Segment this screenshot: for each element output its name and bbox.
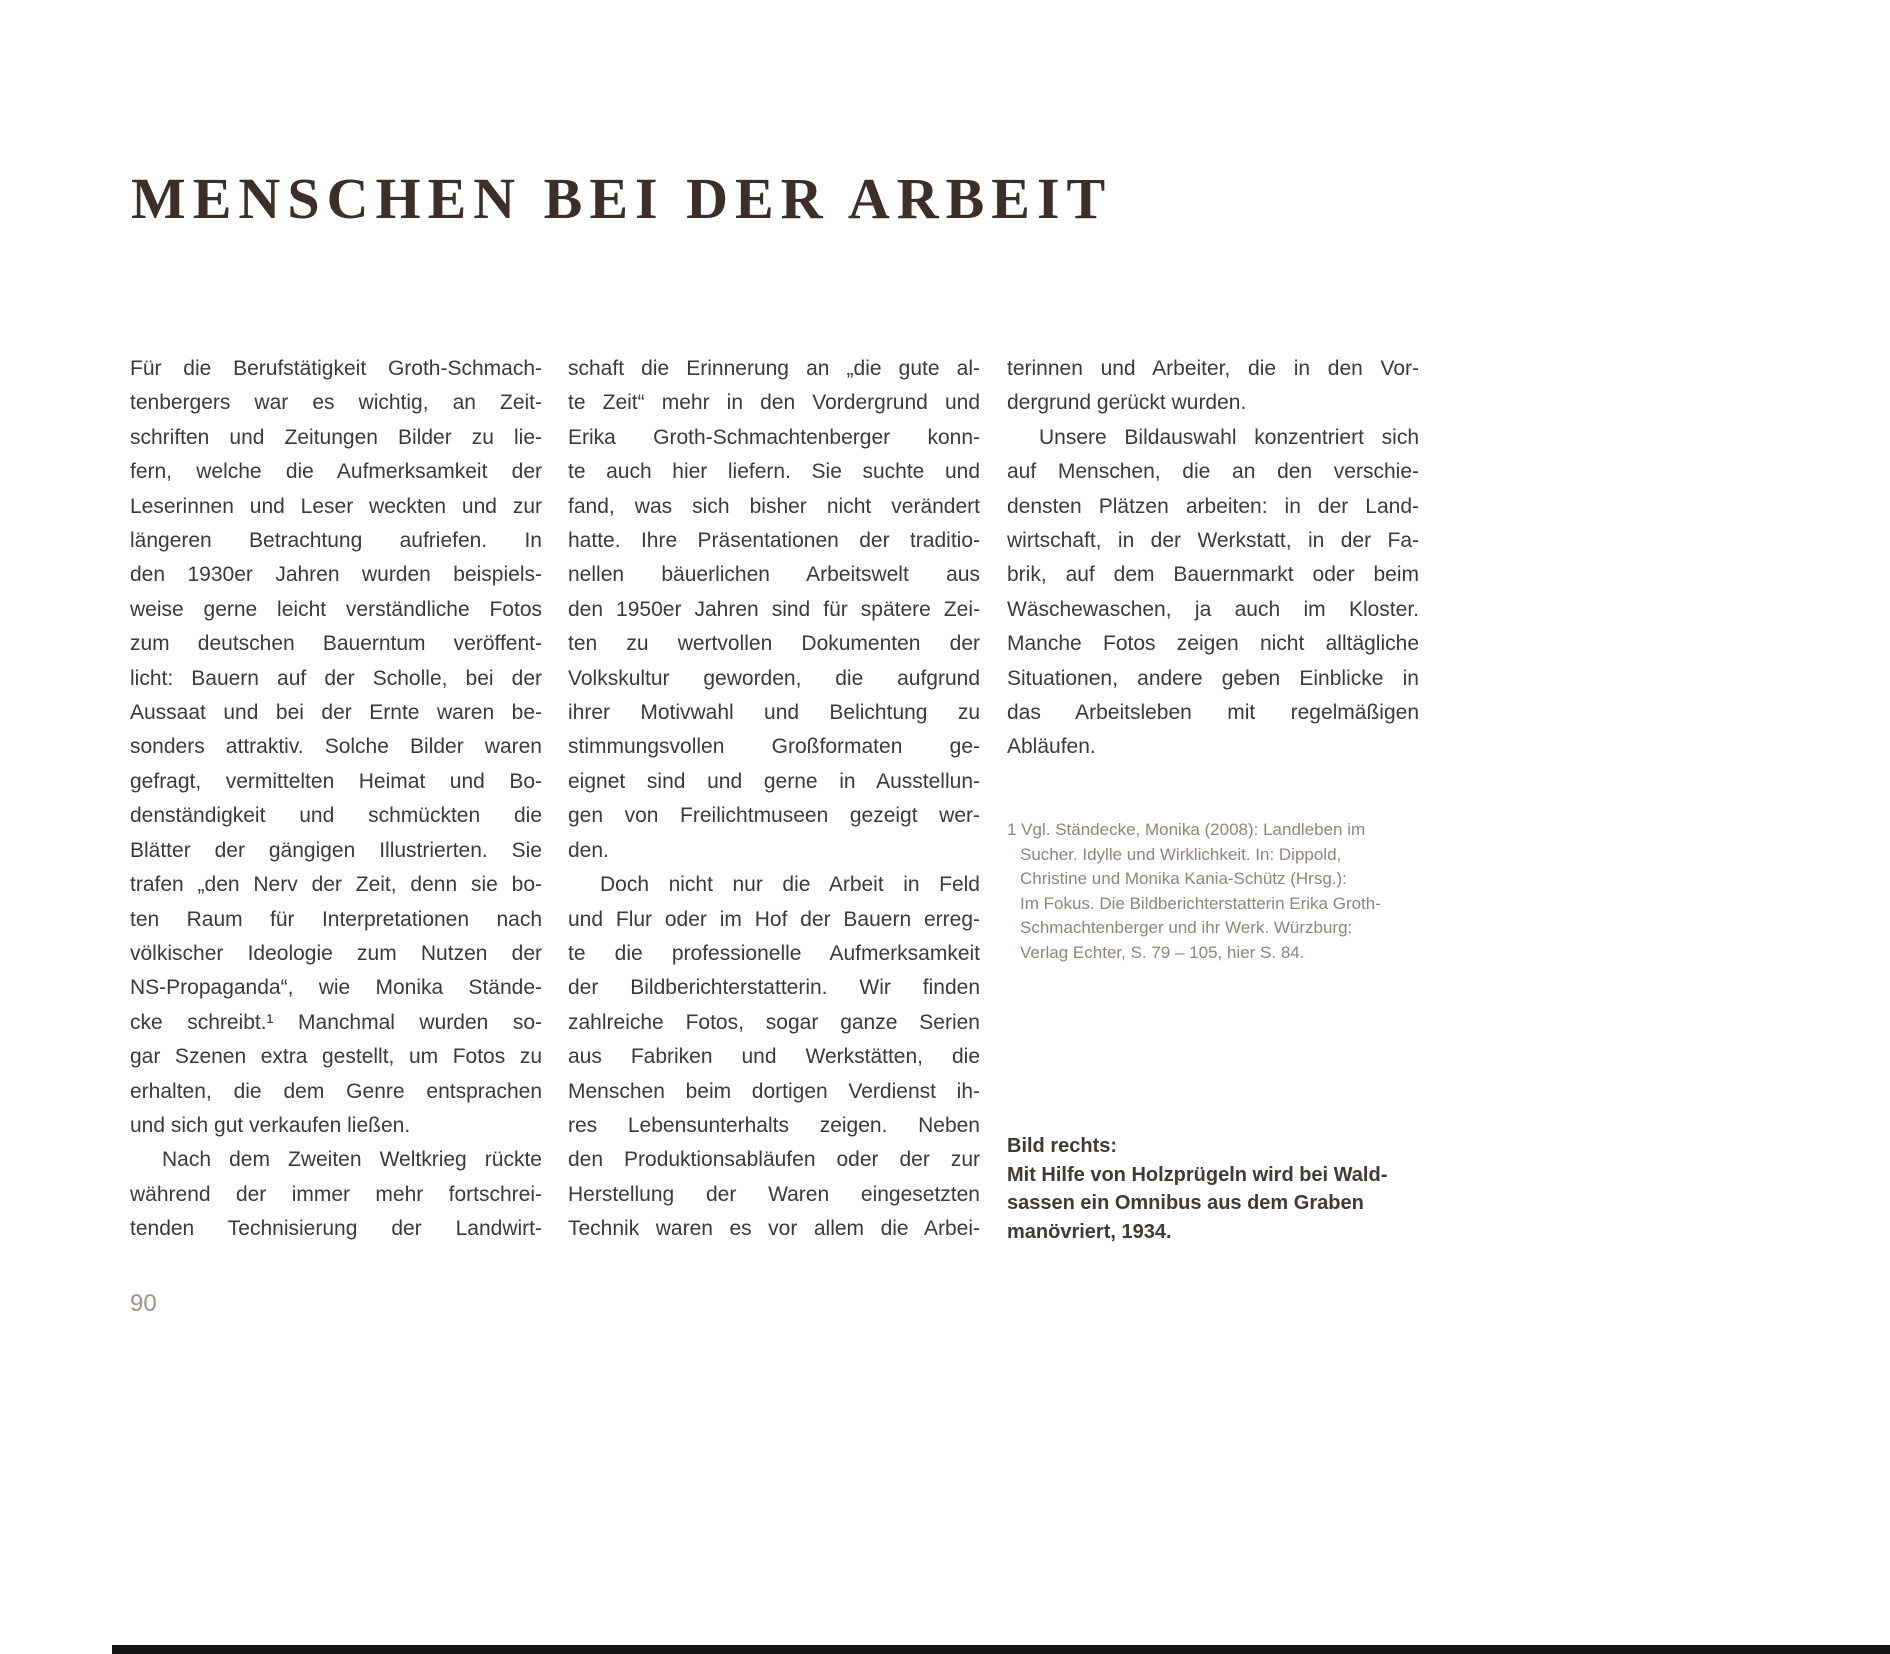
text-line: aus Fabriken und Werkstätten, die	[568, 1045, 980, 1069]
text-line: sonders attraktiv. Solche Bilder waren	[130, 735, 542, 759]
text-line: Wäschewaschen, ja auch im Kloster.	[1007, 597, 1419, 621]
text-line: te Zeit“ mehr in den Vordergrund und	[568, 391, 980, 415]
text-line: 1 Vgl. Ständecke, Monika (2008): Landleben im	[1007, 820, 1366, 839]
text-line: zum deutschen Bauerntum veröffent-	[130, 632, 542, 656]
text-line: Volkskultur geworden, die aufgrund	[568, 666, 980, 690]
text-line: schriften und Zeitungen Bilder zu lie-	[130, 425, 542, 449]
text-line: gen von Freilichtmuseen gezeigt wer-	[568, 804, 980, 828]
caption-label: Bild rechts:	[1007, 1135, 1118, 1157]
text-line: und sich gut verkaufen ließen.	[130, 1113, 411, 1137]
text-line: völkischer Ideologie zum Nutzen der	[130, 941, 542, 965]
text-line: gar Szenen extra gestellt, um Fotos zu	[130, 1045, 542, 1069]
text-line: Aussaat und bei der Ernte waren be-	[130, 701, 542, 725]
text-line: den 1930er Jahren wurden beispiels-	[130, 563, 542, 587]
text-line: Für die Berufstätigkeit Groth-Schmach-	[130, 357, 542, 380]
text-line: Abläufen.	[1007, 735, 1096, 759]
text-column-1	[130, 352, 542, 1247]
text-line: sassen ein Omnibus aus dem Graben	[1007, 1192, 1364, 1214]
text-line: trafen „den Nerv der Zeit, denn sie bo-	[130, 873, 542, 897]
text-line: ihrer Motivwahl und Belichtung zu	[568, 701, 980, 725]
text-line: wirtschaft, in der Werkstatt, in der Fa-	[1007, 529, 1419, 553]
text-line: zahlreiche Fotos, sogar ganze Serien	[568, 1010, 980, 1034]
text-line: Erika Groth-Schmachtenberger konn-	[568, 425, 980, 449]
text-line: Menschen beim dortigen Verdienst ih-	[568, 1079, 980, 1103]
text-line: terinnen und Arbeiter, die in den Vor-	[1007, 357, 1419, 380]
text-line: den 1950er Jahren sind für spätere Zei-	[568, 597, 980, 621]
image-caption	[1007, 1132, 1467, 1246]
text-line: fern, welche die Aufmerksamkeit der	[130, 460, 542, 484]
text-line: schaft die Erinnerung an „die gute al-	[568, 357, 980, 380]
text-line: nellen bäuerlichen Arbeitswelt aus	[568, 563, 980, 587]
text-line: denständigkeit und schmückten die	[130, 804, 542, 828]
text-line: Technik waren es vor allem die Arbei-	[568, 1217, 980, 1241]
text-line: Mit Hilfe von Holzprügeln wird bei Wald-	[1007, 1163, 1388, 1186]
text-line: tenbergers war es wichtig, an Zeit-	[130, 391, 542, 415]
text-line: fand, was sich bisher nicht verändert	[568, 494, 980, 518]
text-line: den.	[568, 838, 609, 862]
page-title: MENSCHEN BEI DER ARBEIT	[131, 165, 1113, 231]
text-line: densten Plätzen arbeiten: in der Land-	[1007, 494, 1419, 518]
text-line: cke schreibt.¹ Manchmal wurden so-	[130, 1010, 542, 1034]
text-line: te die professionelle Aufmerksamkeit	[568, 941, 980, 965]
text-line: manövriert, 1934.	[1007, 1220, 1172, 1243]
text-line: längeren Betrachtung aufriefen. In	[130, 529, 542, 553]
text-line: Doch nicht nur die Arbeit in Feld	[600, 873, 980, 897]
text-line: Manche Fotos zeigen nicht alltägliche	[1007, 632, 1419, 656]
text-line: eignet sind und gerne in Ausstellun-	[568, 769, 980, 793]
text-line: Sucher. Idylle und Wirklichkeit. In: Dippold,	[1020, 844, 1342, 864]
text-line: ten Raum für Interpretationen nach	[130, 907, 542, 931]
text-line: während der immer mehr fortschrei-	[130, 1182, 542, 1206]
text-line: Christine und Monika Kania-Schütz (Hrsg.):	[1020, 869, 1347, 888]
caption-text	[1007, 1161, 1467, 1247]
text-line: Leserinnen und Leser weckten und zur	[130, 494, 542, 518]
text-line: Schmachtenberger und ihr Werk. Würzburg:	[1020, 918, 1353, 937]
text-column-3	[1007, 352, 1419, 765]
text-line: ten zu wertvollen Dokumenten der	[568, 632, 980, 656]
text-line: brik, auf dem Bauernmarkt oder beim	[1007, 563, 1419, 587]
text-line: der Bildberichterstatterin. Wir finden	[568, 976, 980, 1000]
text-line: te auch hier liefern. Sie suchte und	[568, 460, 980, 484]
text-line: weise gerne leicht verständliche Fotos	[130, 597, 542, 621]
text-line: und Flur oder im Hof der Bauern erreg-	[568, 907, 980, 931]
text-line: Situationen, andere geben Einblicke in	[1007, 666, 1419, 690]
text-line: hatte. Ihre Präsentationen der traditio-	[568, 529, 980, 553]
text-line: gefragt, vermittelten Heimat und Bo-	[130, 769, 542, 793]
text-line: das Arbeitsleben mit regelmäßigen	[1007, 701, 1419, 725]
text-line: Nach dem Zweiten Weltkrieg rückte	[162, 1148, 542, 1172]
page-number: 90	[130, 1290, 157, 1317]
text-line: tenden Technisierung der Landwirt-	[130, 1217, 542, 1241]
text-column-2	[568, 352, 980, 1247]
text-line: Unsere Bildauswahl konzentriert sich	[1039, 425, 1419, 449]
text-line: den Produktionsabläufen oder der zur	[568, 1148, 980, 1172]
text-line: dergrund gerückt wurden.	[1007, 391, 1247, 415]
text-line: stimmungsvollen Großformaten ge-	[568, 735, 980, 759]
page-bottom-edge	[112, 1645, 1890, 1654]
text-line: res Lebensunterhalts zeigen. Neben	[568, 1113, 980, 1137]
text-line: Blätter der gängigen Illustrierten. Sie	[130, 838, 542, 862]
text-line: Herstellung der Waren eingesetzten	[568, 1182, 980, 1206]
footnote	[1007, 818, 1437, 965]
text-line: Verlag Echter, S. 79 – 105, hier S. 84.	[1020, 942, 1305, 962]
text-line: auf Menschen, die an den verschie-	[1007, 460, 1419, 484]
text-line: licht: Bauern auf der Scholle, bei der	[130, 666, 542, 690]
text-line: erhalten, die dem Genre entsprachen	[130, 1079, 542, 1103]
text-line: Im Fokus. Die Bildberichterstatterin Erika Groth-	[1020, 893, 1381, 913]
text-line: NS-Propaganda“, wie Monika Stände-	[130, 976, 542, 1000]
